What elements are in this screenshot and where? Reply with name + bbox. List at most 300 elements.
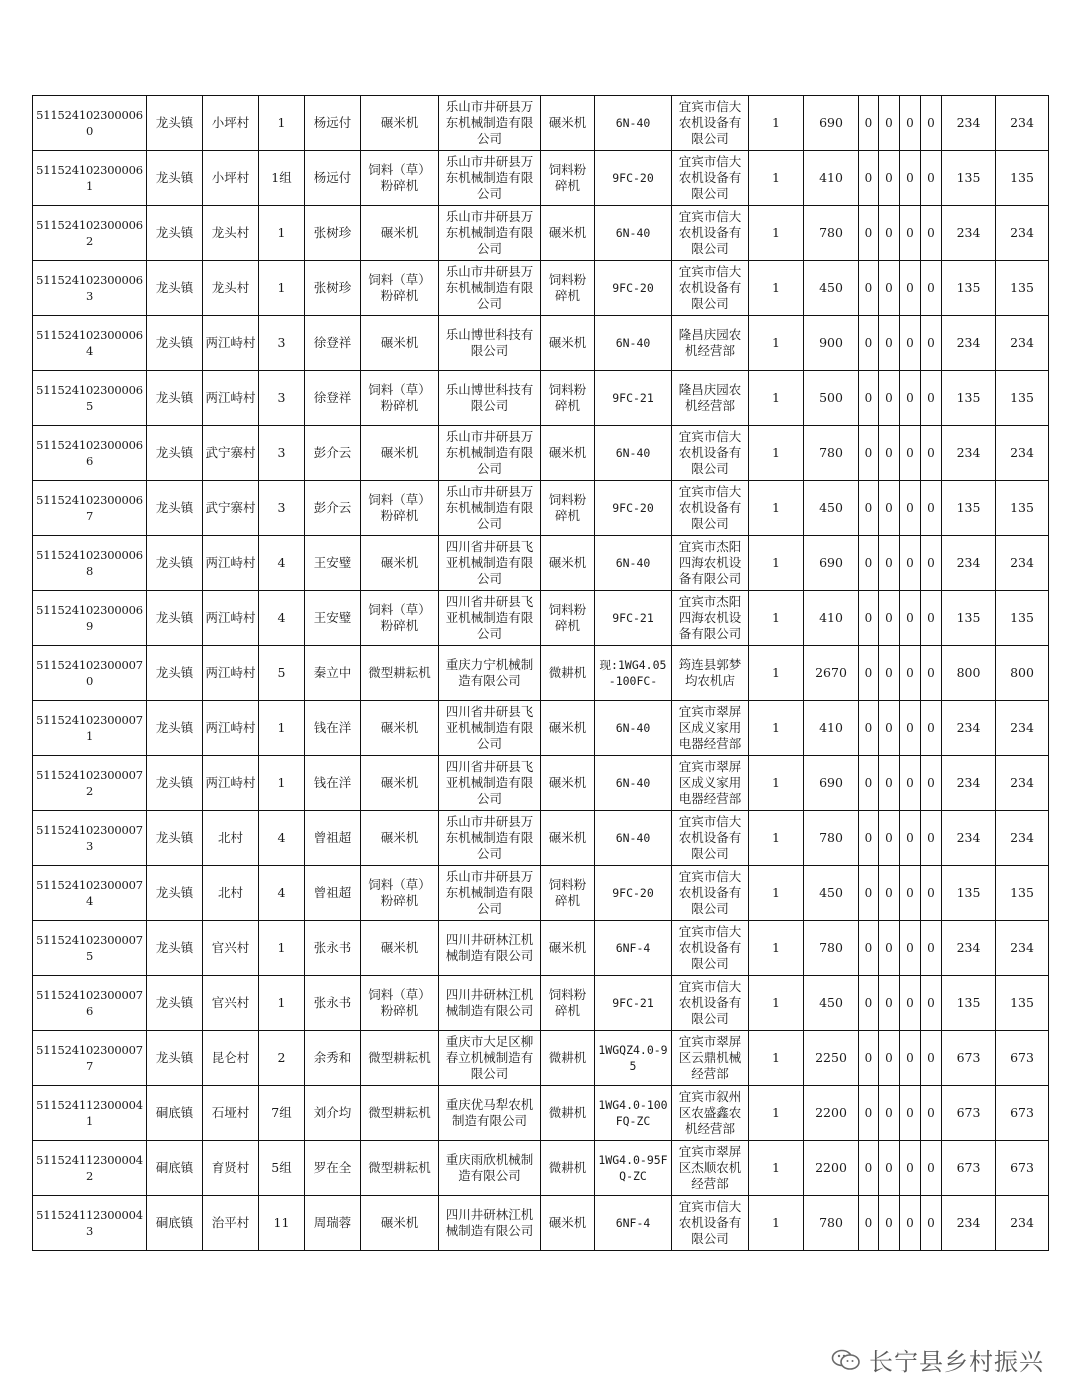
cell-manufacturer [439, 646, 541, 701]
cell-text: 张永书 [313, 995, 352, 1010]
cell-text: 6NF-4 [615, 1216, 651, 1230]
cell-machine-category [361, 866, 439, 921]
cell-text: 乐山市井研县万东机械制造有限公司 [445, 429, 534, 476]
cell-model [595, 756, 672, 811]
cell-manufacturer [439, 1086, 541, 1141]
cell-subsidy-amount [942, 646, 996, 701]
cell-text: 龙头镇 [155, 555, 194, 570]
cell-text: 5115241023000070 [36, 658, 143, 688]
cell-zero-col-1 [859, 96, 879, 151]
cell-text: 780 [819, 225, 843, 240]
cell-town [147, 371, 203, 426]
cell-text: 234 [956, 445, 981, 460]
cell-text: 673 [956, 1050, 981, 1065]
cell-machine-item [541, 481, 595, 536]
cell-text: 0 [906, 336, 914, 350]
cell-zero-col-2 [879, 811, 900, 866]
cell-farmer-name [305, 316, 361, 371]
cell-quantity [749, 811, 804, 866]
cell-zero-col-1 [859, 756, 879, 811]
cell-text: 龙头镇 [155, 445, 194, 460]
cell-text: 1 [772, 115, 780, 130]
cell-text: 4 [277, 830, 286, 845]
cell-text: 1 [772, 830, 780, 845]
cell-sale-price [804, 921, 859, 976]
cell-text: 碾米机 [380, 940, 419, 955]
cell-text: 5115241023000076 [36, 988, 143, 1018]
cell-text: 0 [927, 666, 935, 680]
cell-text: 0 [906, 1161, 914, 1175]
cell-zero-col-1 [859, 371, 879, 426]
cell-text: 宜宾市叙州区农盛鑫农机经营部 [678, 1089, 742, 1136]
cell-text: 0 [927, 501, 935, 515]
cell-text: 0 [906, 1106, 914, 1120]
cell-subsidy-amount [942, 811, 996, 866]
cell-village [203, 1196, 259, 1251]
cell-text: 碾米机 [548, 115, 587, 130]
cell-text: 135 [1010, 390, 1034, 405]
cell-text: 5115241123000043 [36, 1208, 143, 1238]
cell-text: 龙头村 [211, 225, 250, 240]
cell-quantity [749, 151, 804, 206]
cell-machine-item [541, 316, 595, 371]
cell-sale-price [804, 261, 859, 316]
cell-text: 0 [906, 776, 914, 790]
cell-zero-col-4 [921, 811, 942, 866]
cell-registration-code [33, 151, 147, 206]
cell-text: 硐底镇 [155, 1215, 194, 1230]
cell-zero-col-1 [859, 261, 879, 316]
cell-text: 800 [1010, 665, 1034, 680]
cell-text: 0 [885, 996, 893, 1010]
cell-group [259, 1196, 305, 1251]
cell-group [259, 536, 305, 591]
cell-text: 宜宾市杰阳四海农机设备有限公司 [678, 539, 742, 586]
cell-text: 5115241023000074 [36, 878, 143, 908]
cell-text: 饲料粉碎机 [548, 987, 587, 1018]
cell-text: 3 [277, 390, 286, 405]
cell-zero-col-2 [879, 1196, 900, 1251]
cell-text: 宜宾市信大农机设备有限公司 [678, 429, 742, 476]
cell-village [203, 261, 259, 316]
cell-text: 曾祖超 [313, 830, 352, 845]
cell-village [203, 481, 259, 536]
cell-text: 重庆优马犁农机制造有限公司 [445, 1097, 534, 1128]
cell-zero-col-3 [900, 206, 921, 261]
cell-machine-item [541, 921, 595, 976]
cell-subsidy-total [996, 536, 1049, 591]
cell-text: 龙头镇 [155, 170, 194, 185]
cell-text: 龙头镇 [155, 335, 194, 350]
cell-sale-price [804, 1086, 859, 1141]
cell-group [259, 591, 305, 646]
cell-text: 1 [772, 610, 780, 625]
cell-zero-col-1 [859, 811, 879, 866]
cell-group [259, 1031, 305, 1086]
cell-manufacturer [439, 811, 541, 866]
cell-text: 1 [772, 1160, 780, 1175]
cell-text: 450 [819, 885, 843, 900]
cell-town [147, 866, 203, 921]
table-row [33, 1086, 1049, 1141]
cell-text: 1 [277, 995, 286, 1010]
cell-manufacturer [439, 206, 541, 261]
cell-village [203, 811, 259, 866]
cell-text: 饲料（草）粉碎机 [368, 492, 431, 523]
cell-zero-col-3 [900, 481, 921, 536]
cell-town [147, 536, 203, 591]
cell-zero-col-2 [879, 371, 900, 426]
cell-village [203, 96, 259, 151]
cell-text: 宜宾市信大农机设备有限公司 [678, 99, 742, 146]
watermark-text: 长宁县乡村振兴 [869, 1348, 1044, 1376]
cell-registration-code [33, 756, 147, 811]
cell-town [147, 1196, 203, 1251]
cell-text: 135 [1010, 280, 1034, 295]
cell-text: 450 [819, 500, 843, 515]
cell-subsidy-amount [942, 261, 996, 316]
cell-machine-item [541, 206, 595, 261]
cell-text: 5115241023000075 [36, 933, 143, 963]
cell-zero-col-1 [859, 866, 879, 921]
cell-machine-item [541, 1141, 595, 1196]
cell-text: 0 [864, 611, 873, 625]
cell-zero-col-2 [879, 591, 900, 646]
cell-machine-item [541, 1031, 595, 1086]
table-row [33, 646, 1049, 701]
cell-model [595, 1196, 672, 1251]
cell-text: 1 [772, 445, 780, 460]
cell-text: 0 [906, 941, 914, 955]
table-row [33, 1141, 1049, 1196]
cell-registration-code [33, 976, 147, 1031]
cell-zero-col-2 [879, 261, 900, 316]
cell-dealer [672, 371, 749, 426]
cell-text: 1 [277, 940, 286, 955]
cell-model [595, 1086, 672, 1141]
cell-text: 0 [885, 446, 893, 460]
cell-text: 钱在洋 [313, 775, 352, 790]
cell-zero-col-1 [859, 426, 879, 481]
cell-subsidy-total [996, 976, 1049, 1031]
cell-text: 135 [1010, 885, 1034, 900]
cell-text: 0 [885, 666, 893, 680]
cell-machine-category [361, 426, 439, 481]
cell-text: 1 [772, 665, 780, 680]
cell-model [595, 646, 672, 701]
cell-text: 3 [277, 500, 286, 515]
cell-text: 234 [1010, 720, 1034, 735]
cell-zero-col-4 [921, 866, 942, 921]
cell-subsidy-total [996, 1031, 1049, 1086]
cell-text: 碾米机 [548, 830, 587, 845]
cell-machine-item [541, 646, 595, 701]
cell-registration-code [33, 921, 147, 976]
cell-farmer-name [305, 261, 361, 316]
cell-registration-code [33, 1031, 147, 1086]
cell-subsidy-total [996, 921, 1049, 976]
cell-text: 碾米机 [380, 445, 419, 460]
cell-sale-price [804, 96, 859, 151]
cell-text: 5115241023000077 [36, 1043, 143, 1073]
cell-dealer [672, 921, 749, 976]
cell-zero-col-1 [859, 921, 879, 976]
cell-subsidy-total [996, 426, 1049, 481]
cell-model [595, 1031, 672, 1086]
cell-farmer-name [305, 426, 361, 481]
cell-text: 7组 [271, 1105, 292, 1120]
cell-town [147, 1141, 203, 1196]
cell-text: 两江峙村 [205, 335, 256, 350]
cell-text: 0 [864, 1216, 873, 1230]
cell-text: 135 [956, 885, 981, 900]
cell-text: 5115241023000072 [36, 768, 143, 798]
cell-text: 饲料粉碎机 [548, 382, 587, 413]
cell-manufacturer [439, 866, 541, 921]
cell-town [147, 96, 203, 151]
cell-text: 234 [1010, 830, 1034, 845]
cell-zero-col-3 [900, 151, 921, 206]
cell-text: 碾米机 [548, 335, 587, 350]
cell-model [595, 1141, 672, 1196]
cell-text: 龙头镇 [155, 665, 194, 680]
table-body [33, 96, 1049, 1251]
cell-group [259, 371, 305, 426]
cell-text: 宜宾市翠屏区云鼎机械经营部 [678, 1034, 742, 1081]
cell-dealer [672, 591, 749, 646]
cell-text: 234 [956, 830, 981, 845]
cell-machine-category [361, 756, 439, 811]
cell-group [259, 96, 305, 151]
cell-manufacturer [439, 756, 541, 811]
cell-zero-col-3 [900, 976, 921, 1031]
cell-text: 北村 [217, 885, 243, 900]
cell-text: 6N-40 [615, 721, 651, 735]
cell-text: 乐山市井研县万东机械制造有限公司 [445, 264, 534, 311]
cell-text: 乐山市井研县万东机械制造有限公司 [445, 814, 534, 861]
cell-text: 小坪村 [211, 115, 250, 130]
cell-dealer [672, 206, 749, 261]
cell-text: 武宁寨村 [205, 445, 256, 460]
cell-text: 0 [906, 116, 914, 130]
cell-text: 450 [819, 995, 843, 1010]
cell-town [147, 426, 203, 481]
cell-text: 0 [864, 391, 873, 405]
cell-text: 宜宾市信大农机设备有限公司 [678, 154, 742, 201]
cell-text: 135 [1010, 170, 1034, 185]
cell-village [203, 866, 259, 921]
cell-text: 5115241023000067 [36, 493, 143, 523]
cell-text: 673 [1010, 1160, 1034, 1175]
cell-zero-col-4 [921, 316, 942, 371]
cell-text: 饲料（草）粉碎机 [368, 602, 431, 633]
table-row [33, 1031, 1049, 1086]
cell-text: 两江峙村 [205, 775, 256, 790]
cell-text: 碾米机 [380, 830, 419, 845]
cell-text: 0 [864, 776, 873, 790]
cell-zero-col-4 [921, 1196, 942, 1251]
cell-quantity [749, 96, 804, 151]
cell-text: 1 [772, 335, 780, 350]
cell-dealer [672, 536, 749, 591]
cell-text: 0 [927, 446, 935, 460]
cell-text: 0 [906, 281, 914, 295]
cell-text: 0 [927, 831, 935, 845]
cell-text: 四川省井研县飞亚机械制造有限公司 [445, 594, 534, 641]
cell-subsidy-amount [942, 1031, 996, 1086]
cell-text: 乐山市井研县万东机械制造有限公司 [445, 484, 534, 531]
cell-text: 饲料（草）粉碎机 [368, 162, 431, 193]
cell-registration-code [33, 261, 147, 316]
cell-text: 龙头镇 [155, 500, 194, 515]
cell-text: 0 [927, 1106, 935, 1120]
cell-manufacturer [439, 701, 541, 756]
cell-text: 1 [772, 720, 780, 735]
cell-text: 5115241023000065 [36, 383, 143, 413]
cell-text: 1 [772, 1050, 780, 1065]
cell-machine-item [541, 701, 595, 756]
cell-text: 2670 [815, 665, 847, 680]
cell-machine-category [361, 371, 439, 426]
cell-town [147, 151, 203, 206]
cell-registration-code [33, 1196, 147, 1251]
cell-model [595, 371, 672, 426]
cell-text: 234 [956, 1215, 981, 1230]
cell-zero-col-3 [900, 1086, 921, 1141]
subsidy-table [32, 95, 1049, 1251]
cell-model [595, 206, 672, 261]
cell-group [259, 206, 305, 261]
cell-text: 两江峙村 [205, 555, 256, 570]
cell-subsidy-amount [942, 371, 996, 426]
cell-model [595, 866, 672, 921]
cell-zero-col-2 [879, 976, 900, 1031]
cell-registration-code [33, 206, 147, 261]
cell-text: 龙头镇 [155, 885, 194, 900]
cell-dealer [672, 866, 749, 921]
cell-text: 6N-40 [615, 336, 651, 350]
cell-text: 234 [1010, 225, 1034, 240]
cell-text: 6NF-4 [615, 941, 651, 955]
cell-text: 234 [956, 115, 981, 130]
cell-farmer-name [305, 151, 361, 206]
cell-group [259, 481, 305, 536]
cell-village [203, 316, 259, 371]
cell-registration-code [33, 316, 147, 371]
cell-dealer [672, 261, 749, 316]
cell-zero-col-1 [859, 1086, 879, 1141]
cell-text: 1 [772, 390, 780, 405]
cell-text: 1 [277, 225, 286, 240]
cell-subsidy-amount [942, 756, 996, 811]
cell-zero-col-3 [900, 1141, 921, 1196]
cell-manufacturer [439, 1196, 541, 1251]
cell-town [147, 261, 203, 316]
cell-text: 5115241023000061 [36, 163, 143, 193]
cell-text: 碾米机 [548, 775, 587, 790]
cell-text: 微型耕耘机 [368, 1105, 431, 1120]
cell-text: 0 [885, 281, 893, 295]
cell-text: 0 [864, 666, 873, 680]
cell-sale-price [804, 756, 859, 811]
cell-farmer-name [305, 206, 361, 261]
cell-text: 0 [906, 831, 914, 845]
cell-zero-col-4 [921, 646, 942, 701]
cell-text: 微耕机 [548, 1160, 587, 1175]
cell-text: 9FC-21 [612, 391, 654, 405]
cell-text: 690 [819, 775, 843, 790]
cell-sale-price [804, 591, 859, 646]
cell-text: 张树珍 [313, 225, 352, 240]
cell-zero-col-3 [900, 1196, 921, 1251]
cell-farmer-name [305, 536, 361, 591]
cell-text: 11 [273, 1215, 290, 1230]
cell-zero-col-3 [900, 646, 921, 701]
cell-text: 9FC-20 [612, 501, 654, 515]
cell-subsidy-total [996, 151, 1049, 206]
cell-subsidy-amount [942, 151, 996, 206]
cell-machine-item [541, 426, 595, 481]
cell-machine-category [361, 646, 439, 701]
cell-text: 0 [885, 1106, 893, 1120]
cell-registration-code [33, 536, 147, 591]
cell-text: 673 [956, 1105, 981, 1120]
cell-quantity [749, 206, 804, 261]
cell-zero-col-2 [879, 866, 900, 921]
cell-zero-col-3 [900, 426, 921, 481]
cell-text: 0 [927, 1216, 935, 1230]
cell-text: 5115241023000060 [36, 108, 143, 138]
cell-machine-category [361, 206, 439, 261]
cell-sale-price [804, 536, 859, 591]
cell-zero-col-4 [921, 1141, 942, 1196]
cell-subsidy-total [996, 756, 1049, 811]
cell-text: 碾米机 [548, 720, 587, 735]
cell-text: 0 [927, 886, 935, 900]
cell-text: 昆仑村 [211, 1050, 250, 1065]
cell-model [595, 591, 672, 646]
cell-zero-col-2 [879, 536, 900, 591]
cell-text: 彭介云 [313, 445, 352, 460]
cell-text: 234 [956, 940, 981, 955]
cell-text: 宜宾市信大农机设备有限公司 [678, 484, 742, 531]
cell-village [203, 151, 259, 206]
cell-text: 2 [277, 1050, 286, 1065]
cell-text: 0 [864, 996, 873, 1010]
cell-text: 0 [906, 721, 914, 735]
cell-text: 780 [819, 445, 843, 460]
cell-subsidy-total [996, 1086, 1049, 1141]
cell-model [595, 481, 672, 536]
cell-text: 5115241023000066 [36, 438, 143, 468]
cell-text: 690 [819, 115, 843, 130]
cell-model [595, 151, 672, 206]
cell-zero-col-1 [859, 206, 879, 261]
cell-subsidy-amount [942, 316, 996, 371]
cell-zero-col-4 [921, 96, 942, 151]
cell-text: 0 [927, 171, 935, 185]
cell-zero-col-3 [900, 811, 921, 866]
cell-text: 0 [885, 831, 893, 845]
cell-text: 两江峙村 [205, 665, 256, 680]
cell-text: 0 [885, 611, 893, 625]
cell-farmer-name [305, 1031, 361, 1086]
cell-text: 碾米机 [380, 335, 419, 350]
cell-zero-col-3 [900, 96, 921, 151]
cell-manufacturer [439, 151, 541, 206]
cell-town [147, 481, 203, 536]
cell-registration-code [33, 96, 147, 151]
